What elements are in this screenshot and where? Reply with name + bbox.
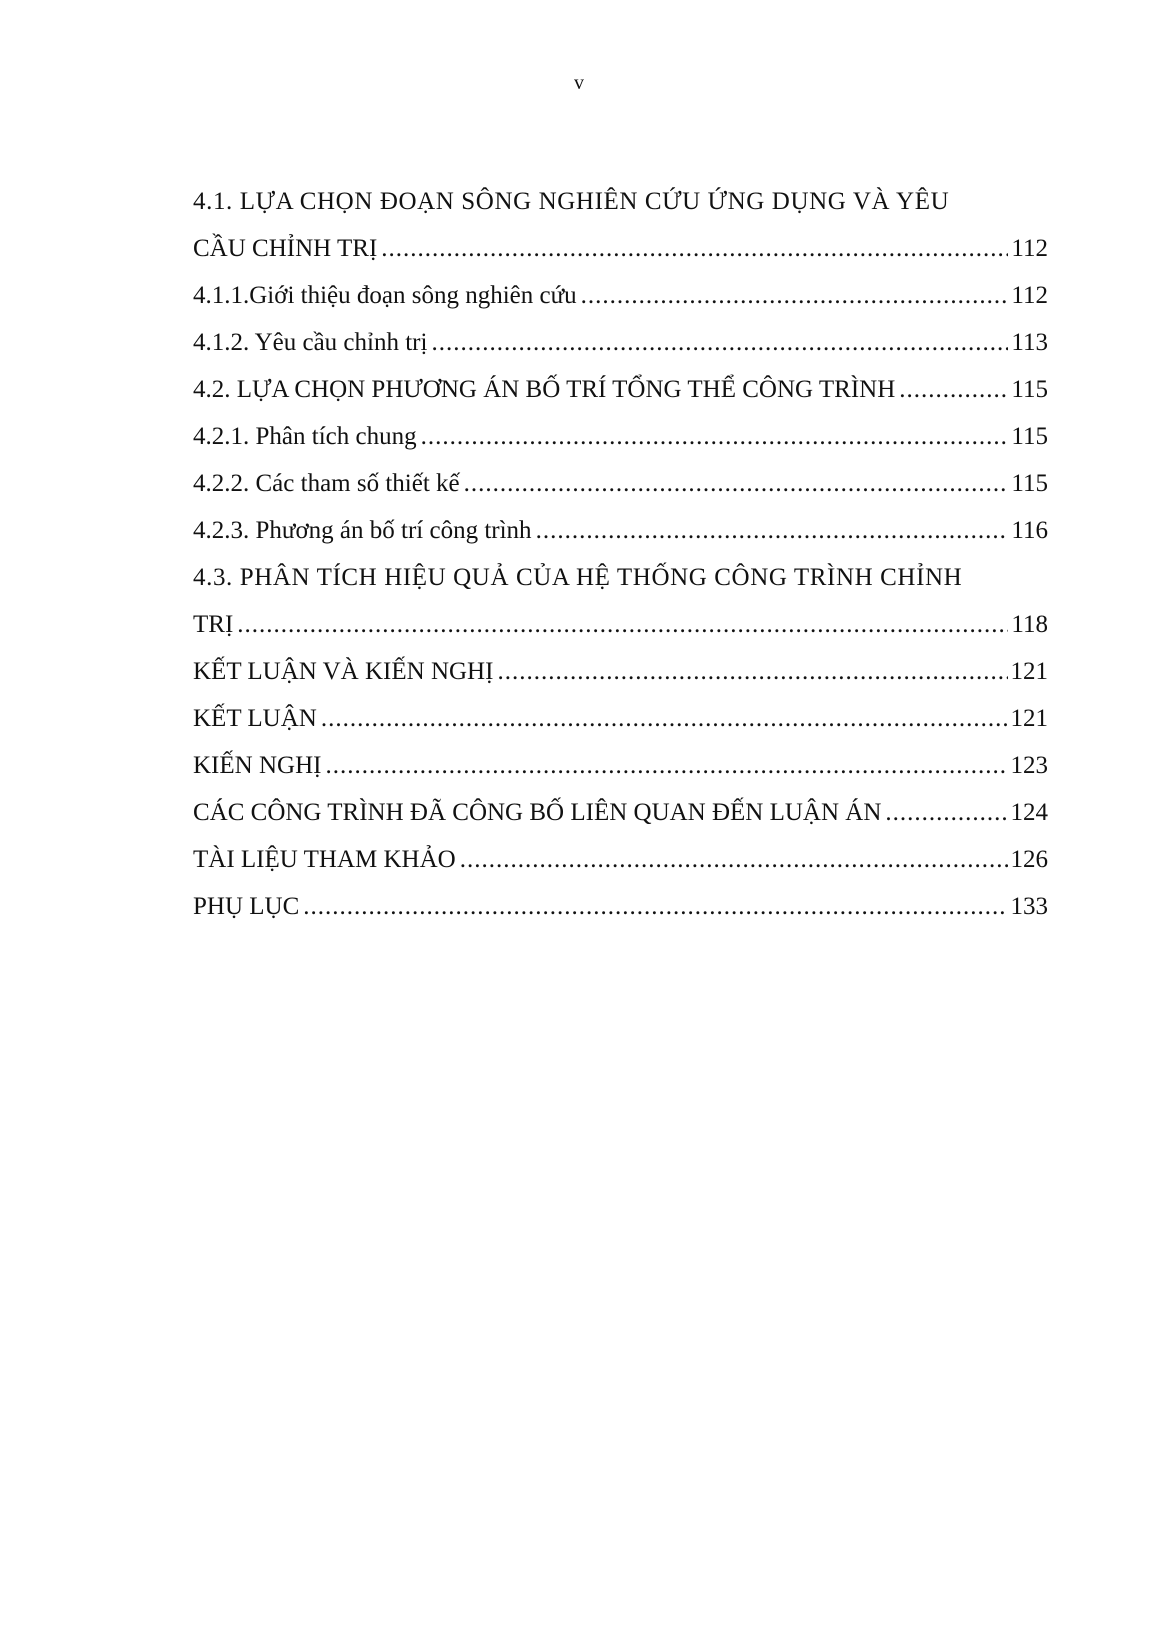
dot-leader (325, 742, 1007, 789)
dot-leader (421, 413, 1009, 460)
toc-page-number: 113 (1011, 329, 1048, 356)
dot-leader (899, 366, 1008, 413)
toc-entry-4-3[interactable] (193, 601, 1048, 648)
table-of-contents (193, 178, 1048, 930)
toc-page-number: 112 (1011, 282, 1048, 309)
toc-entry-title: TRỊ (193, 611, 234, 638)
dot-leader (381, 225, 1008, 272)
toc-page-number: 124 (1010, 799, 1048, 826)
dot-leader (303, 883, 1007, 930)
toc-page-number: 115 (1011, 376, 1048, 403)
toc-entry-4-1[interactable] (193, 225, 1048, 272)
toc-page-number: 133 (1010, 893, 1048, 920)
toc-page-number: 115 (1011, 423, 1048, 450)
dot-leader (581, 272, 1009, 319)
toc-entry-title: PHỤ LỤC (193, 893, 300, 920)
toc-entry-4-2-2[interactable] (193, 460, 1048, 507)
dot-leader (431, 319, 1008, 366)
toc-page-number: 123 (1010, 752, 1048, 779)
toc-entry-phu-luc[interactable] (193, 883, 1048, 930)
toc-entry-title: KIẾN NGHỊ (193, 752, 322, 779)
dot-leader (237, 601, 1008, 648)
dot-leader (464, 460, 1009, 507)
toc-entry-title: KẾT LUẬN (193, 705, 317, 732)
toc-entry-title: CẦU CHỈNH TRỊ (193, 235, 378, 262)
toc-entry-4-1-1[interactable] (193, 272, 1048, 319)
toc-entry-4-1-2[interactable] (193, 319, 1048, 366)
toc-entry-ket-luan[interactable] (193, 695, 1048, 742)
dot-leader (536, 507, 1009, 554)
toc-page-number: 112 (1011, 235, 1048, 262)
toc-page-number: 121 (1010, 705, 1048, 732)
toc-entry-title: 4.2.1. Phân tích chung (193, 423, 417, 450)
dot-leader (321, 695, 1008, 742)
toc-entry-title: CÁC CÔNG TRÌNH ĐÃ CÔNG BỐ LIÊN QUAN ĐẾN LUẬN ÁN (193, 799, 882, 826)
dot-leader (460, 836, 1008, 883)
toc-entry-title: TÀI LIỆU THAM KHẢO (193, 846, 456, 873)
toc-entry-kien-nghi[interactable] (193, 742, 1048, 789)
toc-entry-ket-luan-kien-nghi[interactable] (193, 648, 1048, 695)
toc-entry-4-3-heading: 4.3. PHÂN TÍCH HIỆU QUẢ CỦA HỆ THỐNG CÔNG TRÌNH CHỈNH (193, 564, 963, 591)
toc-page-number: 115 (1011, 470, 1048, 497)
toc-entry-title: 4.2.3. Phương án bố trí công trình (193, 517, 532, 544)
dot-leader (497, 648, 1007, 695)
toc-entry-cong-trinh-cong-bo[interactable] (193, 789, 1048, 836)
dot-leader (885, 789, 1007, 836)
toc-page-number: 126 (1010, 846, 1048, 873)
toc-entry-4-2[interactable] (193, 366, 1048, 413)
toc-page-number: 118 (1011, 611, 1048, 638)
page-number: v (574, 72, 584, 94)
toc-entry-tai-lieu-tham-khao[interactable] (193, 836, 1048, 883)
toc-entry-4-1-heading: 4.1. LỰA CHỌN ĐOẠN SÔNG NGHIÊN CỨU ỨNG DỤNG VÀ YÊU (193, 188, 950, 215)
toc-entry-title: KẾT LUẬN VÀ KIẾN NGHỊ (193, 658, 494, 685)
toc-page-number: 121 (1010, 658, 1048, 685)
toc-entry-title: 4.2.2. Các tham số thiết kế (193, 470, 460, 497)
toc-page-number: 116 (1011, 517, 1048, 544)
toc-entry-title: 4.1.2. Yêu cầu chỉnh trị (193, 329, 428, 356)
toc-entry-title: 4.2. LỰA CHỌN PHƯƠNG ÁN BỐ TRÍ TỔNG THỂ CÔNG TRÌNH (193, 376, 896, 403)
toc-entry-title: 4.1.1.Giới thiệu đoạn sông nghiên cứu (193, 282, 577, 309)
toc-entry-4-2-1[interactable] (193, 413, 1048, 460)
toc-entry-4-2-3[interactable] (193, 507, 1048, 554)
